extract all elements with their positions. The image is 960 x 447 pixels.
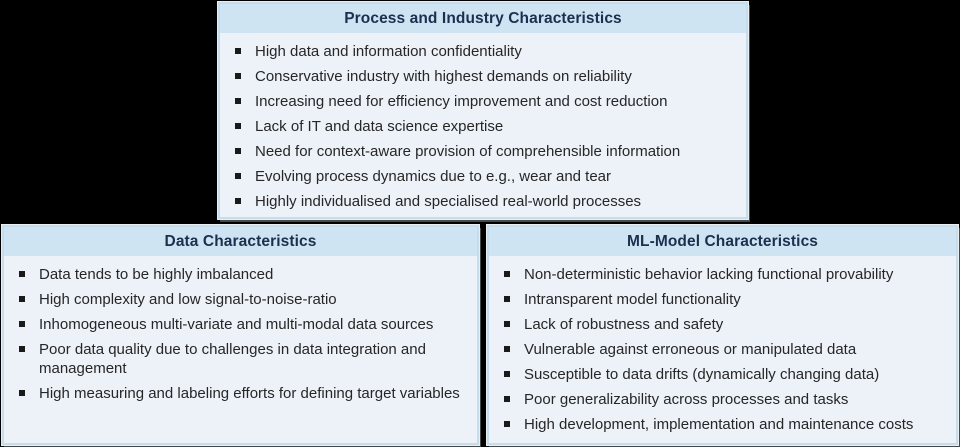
list-item-text: High complexity and low signal-to-noise-ratio: [39, 291, 337, 308]
list-item: [501, 390, 948, 409]
bullet-icon: [19, 346, 25, 352]
bullet-icon: [235, 73, 241, 79]
list-item-text: Need for context-aware provision of comprehensible information: [255, 143, 681, 160]
list-item: [16, 315, 469, 334]
bullet-icon: [504, 396, 510, 402]
panel-data: [2, 225, 479, 445]
bullet-icon: [235, 123, 241, 129]
list-item: [501, 290, 948, 309]
list-item-text: Evolving process dynamics due to e.g., wear and tear: [255, 168, 612, 185]
bullet-icon: [235, 98, 241, 104]
list-item: [501, 415, 948, 434]
list-item: [16, 384, 469, 403]
bullet-icon: [19, 271, 25, 277]
ml-model-bullet-list: [489, 256, 956, 444]
list-item: [501, 365, 948, 384]
list-item-text: Poor data quality due to challenges in data integration and management: [39, 341, 426, 377]
list-item: [501, 340, 948, 359]
bullet-icon: [504, 296, 510, 302]
bullet-icon: [504, 421, 510, 427]
list-item-text: High development, implementation and maintenance costs: [524, 416, 914, 433]
bullet-icon: [504, 346, 510, 352]
list-item-text: Lack of IT and data science expertise: [255, 118, 504, 135]
process-industry-bullet-list: [220, 33, 746, 221]
bullet-icon: [19, 321, 25, 327]
list-item-text: High data and information confidentiality: [255, 43, 522, 60]
panel-ml-model: [487, 225, 958, 445]
bullet-icon: [504, 271, 510, 277]
list-item-text: Intransparent model functionality: [524, 291, 741, 308]
list-item: [232, 192, 738, 211]
list-item-text: Inhomogeneous multi-variate and multi-modal data sources: [39, 316, 434, 333]
panel-ml-model-title: ML-Model Characteristics: [489, 227, 956, 256]
list-item-text: Data tends to be highly imbalanced: [39, 266, 274, 283]
bullet-icon: [19, 390, 25, 396]
panel-process-industry: [218, 2, 748, 219]
bullet-icon: [504, 321, 510, 327]
panel-process-industry-title: Process and Industry Characteristics: [220, 4, 746, 33]
list-item-text: Conservative industry with highest demands on reliability: [255, 68, 632, 85]
list-item-text: Lack of robustness and safety: [524, 316, 724, 333]
list-item-text: High measuring and labeling efforts for defining target variables: [39, 385, 460, 402]
list-item: [232, 67, 738, 86]
list-item-text: Highly individualised and specialised real-world processes: [255, 193, 642, 210]
data-bullet-list: [4, 256, 477, 443]
bullet-icon: [19, 296, 25, 302]
bullet-icon: [235, 148, 241, 154]
list-item-text: Poor generalizability across processes and tasks: [524, 391, 849, 408]
list-item-text: Vulnerable against erroneous or manipulated data: [524, 341, 857, 358]
list-item: [232, 92, 738, 111]
list-item: [501, 265, 948, 284]
bullet-icon: [235, 198, 241, 204]
list-item: [16, 265, 469, 284]
panel-data-title: Data Characteristics: [4, 227, 477, 256]
list-item: [232, 167, 738, 186]
list-item-text: Increasing need for efficiency improvement and cost reduction: [255, 93, 668, 110]
bullet-icon: [504, 371, 510, 377]
list-item: [16, 290, 469, 309]
list-item: [501, 315, 948, 334]
list-item: [16, 340, 469, 378]
list-item-text: Non-deterministic behavior lacking functional provability: [524, 266, 894, 283]
bullet-icon: [235, 173, 241, 179]
bullet-icon: [235, 48, 241, 54]
list-item: [232, 142, 738, 161]
list-item: [232, 42, 738, 61]
list-item-text: Susceptible to data drifts (dynamically changing data): [524, 366, 880, 383]
list-item: [232, 117, 738, 136]
